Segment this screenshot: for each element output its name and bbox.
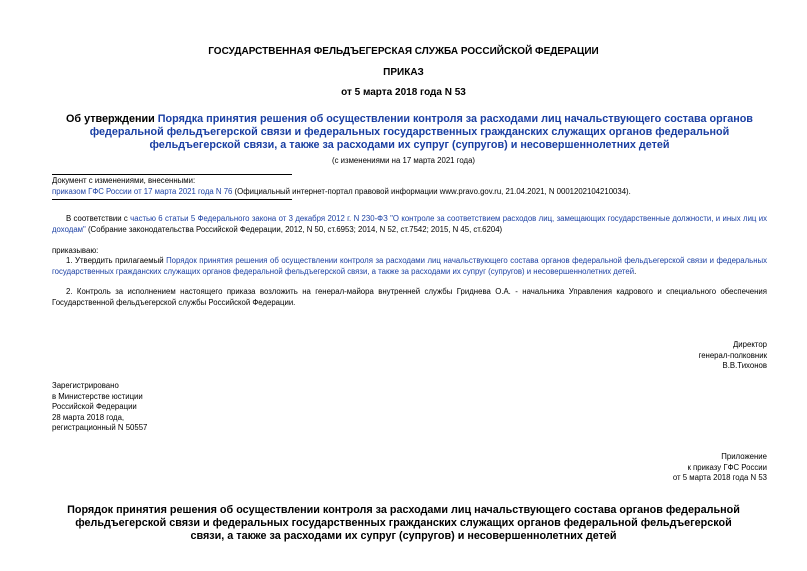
preamble [52, 214, 767, 235]
appendix-title: Порядок принятия решения об осуществлении контроля за расходами лиц начальствующего состава органов федеральной фельдъегерской связи и федеральных государственных гражданских служащих органов федеральной фельдъегерской связи, а также за расходами их супруг (супругов) и несовершеннолетних детей [67, 504, 740, 542]
preamble-start: В соответствии с [66, 214, 131, 223]
signature-block [567, 340, 767, 372]
agency-heading: ГОСУДАРСТВЕННАЯ ФЕЛЬДЪЕГЕРСКАЯ СЛУЖБА РОССИЙСКОЙ ФЕДЕРАЦИИ [208, 46, 599, 57]
item1-end: . [634, 266, 637, 276]
divider-bottom [52, 199, 292, 200]
changes-rest: (Официальный интернет-портал правовой информации www.pravo.gov.ru, 21.04.2021, N 0001202104210034). [232, 186, 631, 196]
signature-name: В.В.Тихонов [722, 361, 767, 371]
title-prefix: Об утверждении [66, 113, 158, 125]
registration-block [52, 381, 252, 434]
signature-rank: генерал-полковник [698, 350, 767, 360]
document-title [52, 113, 767, 152]
item1-start: 1. Утвердить прилагаемый [66, 256, 167, 265]
registration-line: 28 марта 2018 года, [52, 412, 125, 422]
changes-link[interactable]: приказом ГФС России от 17 марта 2021 года N 76 [52, 186, 233, 196]
doc-type-heading: ПРИКАЗ [383, 67, 424, 78]
registration-line: регистрационный N 50557 [52, 423, 148, 433]
appendix-line: от 5 марта 2018 года N 53 [672, 473, 767, 483]
date-number: от 5 марта 2018 года N 53 [341, 87, 466, 98]
item-2: 2. Контроль за исполнением настоящего приказа возложить на генерал-майора внутренней службы Гриднева О.А. - начальника Управления кадрового и специального обеспечения Государственной фельдъегерской службы Российской Федерации. [52, 287, 767, 307]
divider-top [52, 174, 292, 175]
title-link[interactable]: Порядка принятия решения об осуществлении контроля за расходами лиц начальствующего состава органов федеральной фельдъегерской связи и федеральных государственных гражданских служащих органов федеральной фельдъегерской связи, а также за расходами их супруг (супругов) и несовершеннолетних детей [89, 113, 753, 151]
changes-block [52, 176, 767, 197]
appendix-line: к приказу ГФС России [687, 462, 767, 472]
order-word: приказываю: [52, 246, 99, 255]
appendix-line: Приложение [721, 452, 767, 461]
appendix-block [567, 452, 767, 484]
registration-line: Российской Федерации [52, 402, 137, 412]
item-1 [52, 256, 767, 277]
amended-note: (с изменениями на 17 марта 2021 года) [331, 156, 476, 165]
registration-line: в Министерстве юстиции [52, 391, 143, 401]
signature-position: Директор [733, 340, 767, 349]
preamble-rest: (Собрание законодательства Российской Федерации, 2012, N 50, ст.6953; 2014, N 52, ст.7542; 2015, N 45, ст.6204) [85, 224, 503, 234]
preamble-law-link[interactable]: частью 6 статьи 5 Федерального закона от 3 декабря 2012 г. N 230-ФЗ "О контроле за соответствием расходов лиц, замещающих государственные должности, и иных лиц их доходам" [52, 214, 768, 234]
changes-intro: Документ с изменениями, внесенными: [52, 176, 196, 185]
item1-link[interactable]: Порядок принятия решения об осуществлении контроля за расходами лиц начальствующего состава органов федеральной фельдъегерской связи и федеральных государственных гражданских служащих органов федеральной фельдъегерской связи, а также за расходами их супруг (супругов) и несовершеннолетних детей [52, 256, 767, 276]
registration-line: Зарегистрировано [52, 381, 119, 390]
